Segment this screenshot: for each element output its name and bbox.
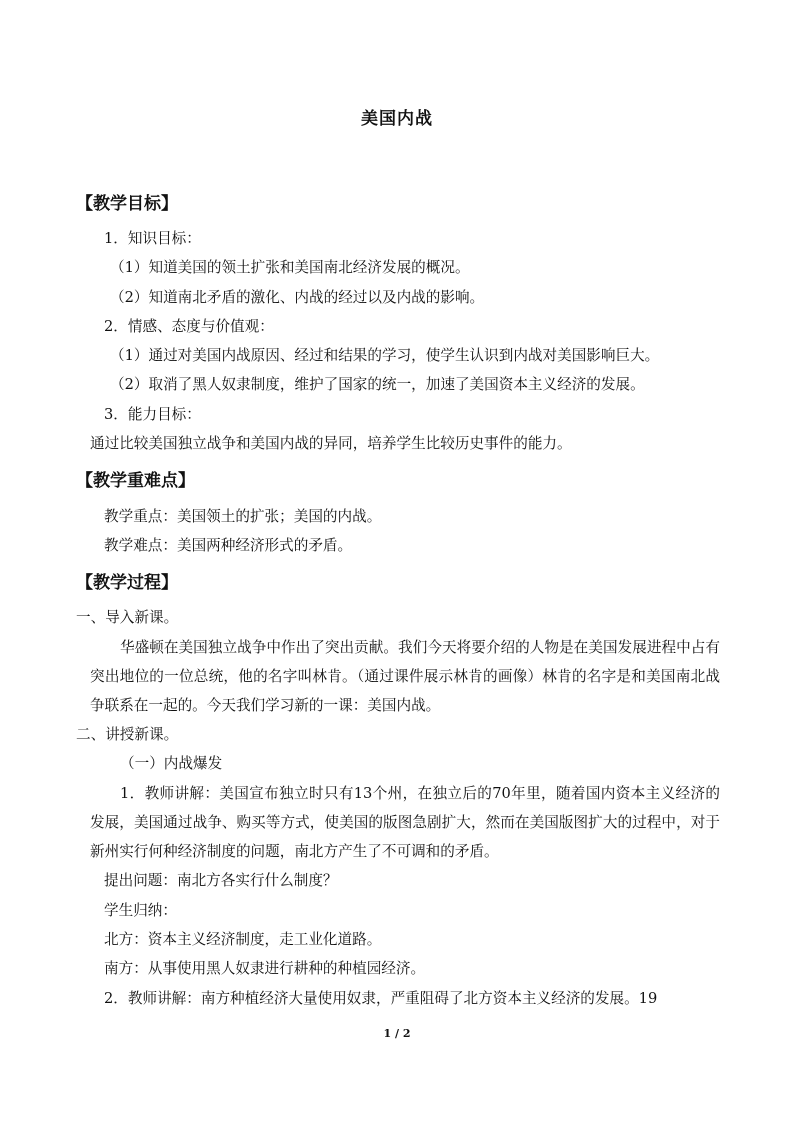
key-focus: 教学重点：美国领土的扩张；美国的内战。 [104, 508, 382, 525]
document-title: 美国内战 [361, 109, 433, 129]
question-text: 提出问题：南北方各实行什么制度？ [104, 872, 338, 889]
goal-knowledge-title: 1．知识目标： [104, 230, 201, 247]
north-system: 北方：资本主义经济制度，走工业化道路。 [104, 931, 382, 948]
goal-knowledge-item-2: （2）知道南北矛盾的激化、内战的经过以及内战的影响。 [110, 289, 485, 306]
goal-ability-item-1: 通过比较美国独立战争和美国内战的异同，培养学生比较历史事件的能力。 [90, 435, 572, 452]
teacher-explanation-1: 1．教师讲解：美国宣布独立时只有13个州，在独立后的70年里，随着国内资本主义经济的发展，美国通过战争、购买等方式，使美国的版图急剧扩大，然而在美国版图扩大的过程中，对于新州实行何种经济制度的问题，南北方产生了不可调和的矛盾。 [90, 785, 720, 860]
goal-emotion-item-2: （2）取消了黑人奴隶制度，维护了国家的统一，加速了美国资本主义经济的发展。 [110, 376, 645, 393]
page-number: 1 / 2 [383, 1027, 411, 1040]
section-heading-process: 【教学过程】 [76, 573, 178, 593]
goal-knowledge-item-1: （1）知道美国的领土扩张和美国南北经济发展的概况。 [110, 259, 470, 276]
subsection-war-outbreak: （一）内战爆发 [120, 755, 223, 772]
goal-ability-title: 3．能力目标： [104, 406, 201, 423]
teacher-explanation-2: 2．教师讲解：南方种植经济大量使用奴隶，严重阻碍了北方资本主义经济的发展。19 [104, 990, 658, 1007]
process-intro-paragraph: 华盛顿在美国独立战争中作出了突出贡献。我们今天将要介绍的人物是在美国发展进程中占有突出地位的一位总统，他的名字叫林肯。（通过课件展示林肯的画像）林肯的名字是和美国南北战争联系在一起的。今天我们学习新的一课：美国内战。 [90, 639, 720, 714]
key-difficulty: 教学难点：美国两种经济形式的矛盾。 [104, 537, 353, 554]
student-summary-label: 学生归纳： [104, 902, 177, 919]
goal-emotion-item-1: （1）通过对美国内战原因、经过和结果的学习，使学生认识到内战对美国影响巨大。 [110, 347, 660, 364]
process-step-intro: 一、导入新课。 [76, 609, 179, 626]
goal-emotion-title: 2．情感、态度与价值观： [104, 318, 274, 335]
section-heading-key-points: 【教学重难点】 [76, 471, 195, 491]
process-step-teach: 二、讲授新课。 [76, 726, 179, 743]
section-heading-goals: 【教学目标】 [76, 194, 178, 214]
south-system: 南方：从事使用黑人奴隶进行耕种的种植园经济。 [104, 960, 426, 977]
